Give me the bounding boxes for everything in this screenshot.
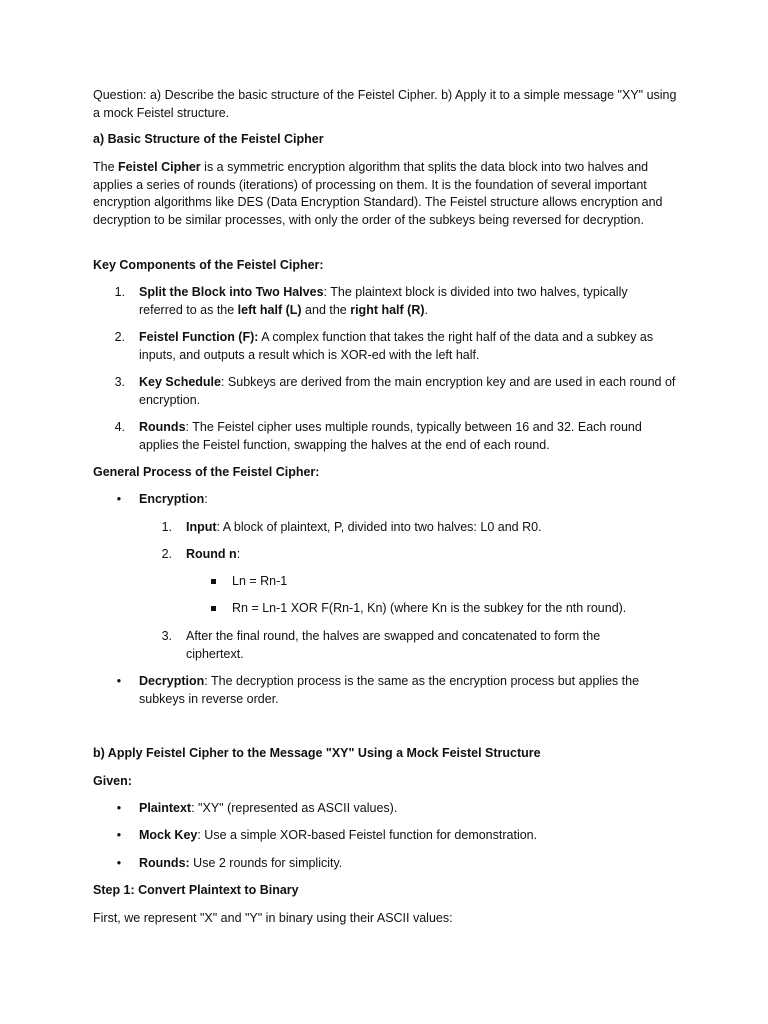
intro-rest: is a symmetric encryption algorithm that splits the data block into two halves and applies a series of rounds (iterations) of processing on them. It is the foundation of several important encryption algorithms like DES (Data Encryption Standard). The Feistel structure allows encryption and decryption to be similar processes, with only the order of the subkeys being reversed for decryption. (93, 160, 663, 227)
item-term: right half (R) (350, 302, 425, 317)
item-term: Round n (186, 547, 237, 561)
section-b-heading (93, 745, 683, 763)
given-item (139, 827, 699, 845)
item-text: A complex function that takes the right half of the data and a subkey as inputs, and outputs a result which is XOR-ed with the left half. (139, 330, 654, 362)
item-text: Use 2 rounds for simplicity. (189, 856, 343, 870)
item-term: Rounds (139, 420, 186, 434)
list-item: After the final round, the halves are swapped and concatenated to form the ciphertext. (186, 629, 601, 661)
formula-item: Ln = Rn-1 (232, 574, 288, 588)
item-text: : The Feistel cipher uses multiple rounds, typically between 16 and 32. Each round applies the Feistel function, swapping the halves at the end of each round. (139, 420, 642, 452)
step1-text: First, we represent "X" and "Y" in binary using their ASCII values: (93, 911, 453, 925)
item-term: Split the Block into Two Halves (139, 285, 324, 299)
item-term: Decryption (139, 674, 205, 688)
item-term: Mock Key (139, 828, 198, 842)
item-term: Input (186, 520, 217, 534)
item-text: : The plaintext block is divided into two halves, typically referred to as the (139, 285, 628, 317)
process-heading (93, 464, 683, 482)
list-item (186, 546, 666, 564)
encryption-item (139, 491, 699, 509)
list-number: 3. (161, 629, 172, 643)
list-number: 2. (161, 547, 172, 561)
intro-term: Feistel Cipher (118, 160, 201, 174)
given-item (139, 800, 699, 818)
list-number: 1. (114, 285, 125, 299)
list-number: 4. (114, 420, 125, 434)
formula-item: Rn = Ln-1 XOR F(Rn-1, Kn) (where Kn is the subkey for the nth round). (232, 601, 627, 615)
intro-prefix: The (93, 160, 119, 174)
given-item (139, 855, 699, 873)
item-text: : (204, 492, 208, 506)
bullet-icon: • (116, 801, 122, 815)
components-heading-text: Key Components of the Feistel Cipher: (93, 258, 324, 272)
item-text: : (236, 547, 241, 561)
question-text: Question: a) Describe the basic structure of the Feistel Cipher. b) Apply it to a simple message "XY" using a mock Feistel structure. (93, 88, 677, 120)
item-text: and the (301, 302, 351, 317)
intro-paragraph (93, 159, 683, 229)
item-term: Feistel Function (F): (139, 330, 259, 344)
section-a-heading (93, 131, 683, 149)
list-item (139, 374, 684, 409)
section-a-heading-text: a) Basic Structure of the Feistel Cipher (93, 132, 324, 146)
list-number: 2. (114, 330, 125, 344)
item-term: Key Schedule (139, 375, 221, 389)
list-item (139, 329, 679, 364)
bullet-icon: • (116, 856, 122, 870)
item-text: : Subkeys are derived from the main encryption key and are used in each round of encryption. (139, 375, 676, 407)
bullet-icon: • (116, 828, 122, 842)
item-text: : Use a simple XOR-based Feistel function for demonstration. (197, 828, 538, 842)
given-heading-text: Given: (93, 774, 132, 788)
square-bullet-icon (207, 573, 219, 591)
decryption-item (139, 673, 664, 708)
list-item (139, 284, 659, 319)
item-term: left half (L) (237, 302, 302, 317)
section-b-heading-text: b) Apply Feistel Cipher to the Message "XY" Using a Mock Feistel Structure (93, 746, 541, 760)
item-term: Plaintext (139, 801, 192, 815)
item-text: : The decryption process is the same as the encryption process but applies the subkeys in reverse order. (139, 674, 640, 706)
item-text: : "XY" (represented as ASCII values). (191, 801, 398, 815)
list-number: 3. (114, 375, 125, 389)
list-item (139, 419, 664, 454)
square-bullet-icon (207, 600, 219, 618)
given-heading (93, 773, 683, 791)
list-item (186, 519, 666, 537)
step1-heading-text: Step 1: Convert Plaintext to Binary (93, 883, 299, 897)
bullet-icon: • (116, 492, 122, 506)
step1-heading (93, 882, 683, 900)
item-term: Rounds: (139, 856, 190, 870)
list-number: 1. (161, 520, 172, 534)
item-term: Encryption (139, 492, 205, 506)
bullet-icon: • (116, 674, 122, 688)
process-heading-text: General Process of the Feistel Cipher: (93, 465, 320, 479)
components-heading (93, 257, 683, 275)
item-text: . (424, 302, 428, 317)
item-text: : A block of plaintext, P, divided into two halves: L0 and R0. (216, 520, 542, 534)
